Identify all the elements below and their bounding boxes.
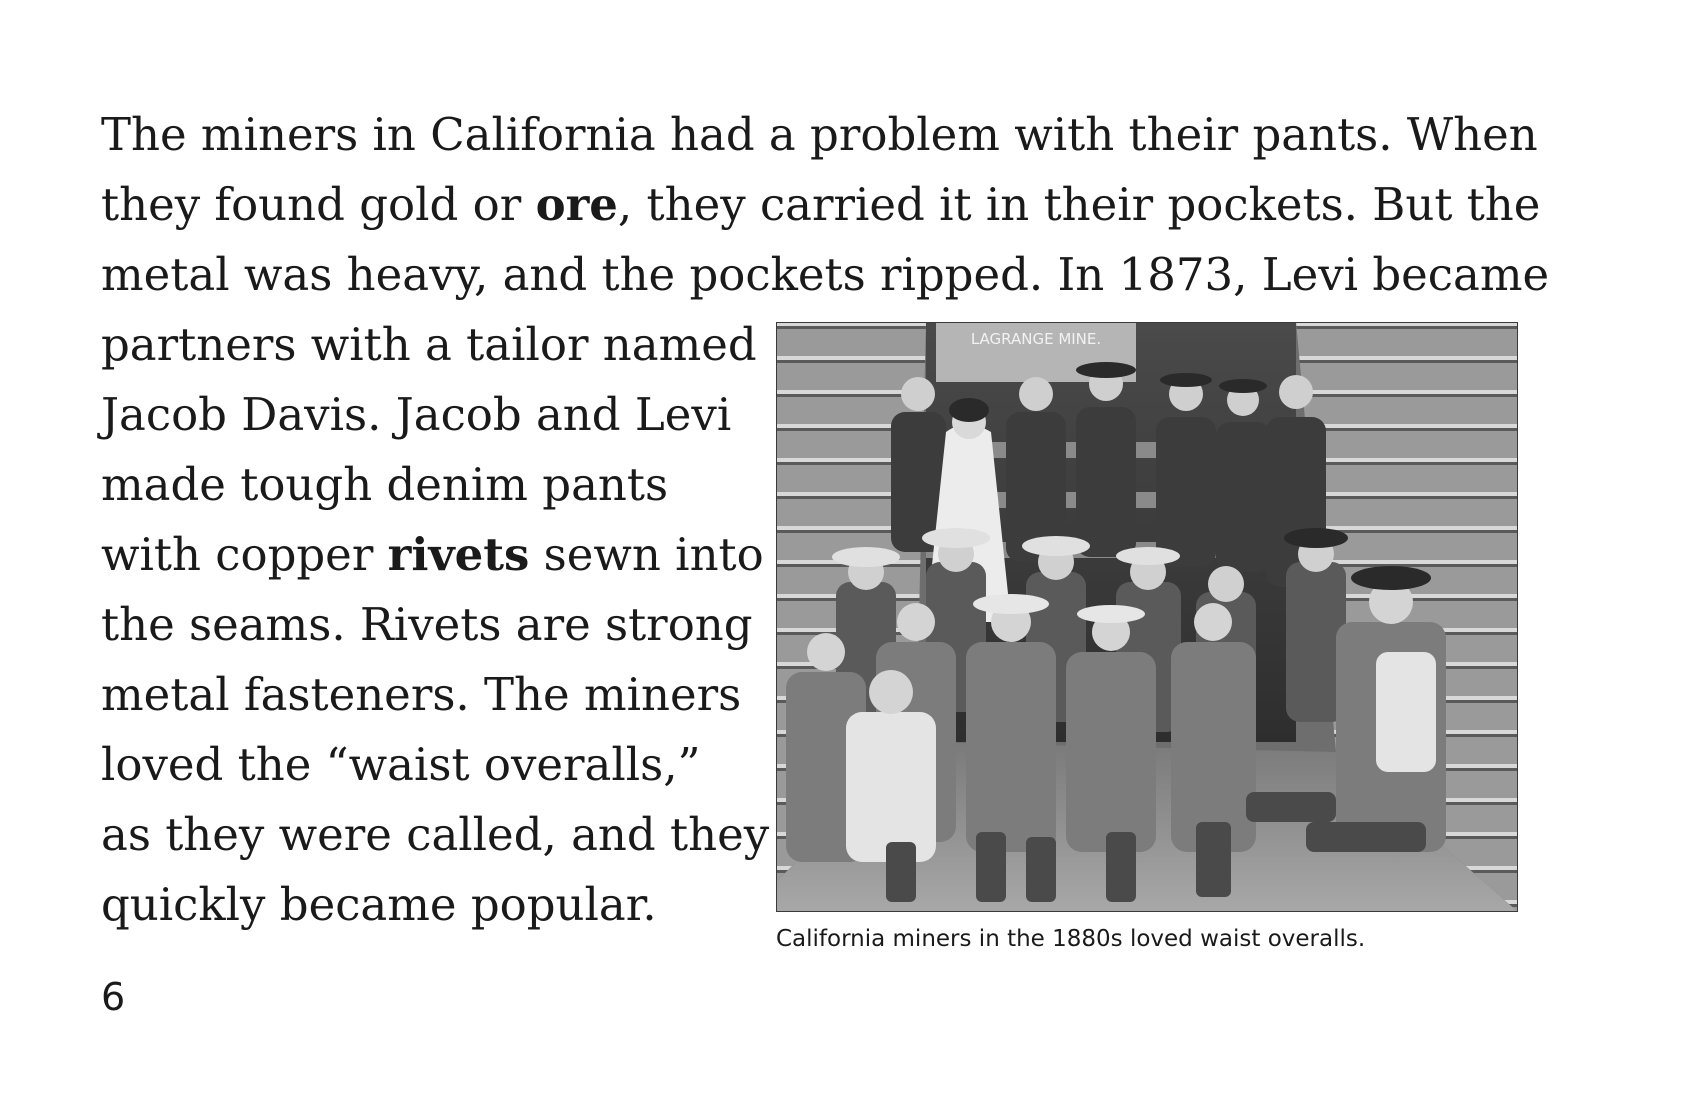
body-line-12 bbox=[101, 870, 657, 940]
page-number: 6 bbox=[101, 975, 126, 1019]
body-line-6 bbox=[101, 450, 668, 520]
body-line-11 bbox=[101, 800, 769, 870]
body-line-5 bbox=[101, 380, 731, 450]
body-line-8 bbox=[101, 590, 753, 660]
mine-sign-text: LAGRANGE MINE. bbox=[970, 330, 1102, 348]
body-text: Jacob Davis. Jacob and Levi bbox=[101, 388, 732, 441]
body-text: quickly became popular. bbox=[101, 878, 657, 931]
body-line-10 bbox=[101, 730, 701, 800]
miners-photo bbox=[776, 322, 1518, 912]
body-text: as they were called, and they bbox=[101, 808, 770, 861]
body-line-1 bbox=[101, 100, 1538, 170]
body-line-4 bbox=[101, 310, 757, 380]
body-line-9 bbox=[101, 660, 741, 730]
photo-caption: California miners in the 1880s loved waist overalls. bbox=[776, 926, 1366, 952]
body-text: The miners in California had a problem with their pants. When bbox=[101, 108, 1538, 161]
body-line-7 bbox=[101, 520, 764, 590]
body-text: made tough denim pants bbox=[101, 458, 669, 511]
body-text: metal fasteners. The miners bbox=[101, 668, 742, 721]
body-line-3 bbox=[101, 240, 1549, 310]
body-text: metal was heavy, and the pockets ripped. In 1873, Levi became bbox=[101, 248, 1550, 301]
glossary-term-rivets: rivets bbox=[387, 528, 530, 581]
body-line-2 bbox=[101, 170, 1540, 240]
body-text: the seams. Rivets are strong bbox=[101, 598, 753, 651]
body-text: with copper bbox=[101, 528, 388, 581]
body-text: loved the “waist overalls,” bbox=[101, 738, 701, 791]
body-text: , they carried it in their pockets. But the bbox=[617, 178, 1541, 231]
body-text: they found gold or bbox=[101, 178, 536, 231]
glossary-term-ore: ore bbox=[535, 178, 618, 231]
body-text: partners with a tailor named bbox=[101, 318, 757, 371]
body-text: sewn into bbox=[529, 528, 764, 581]
